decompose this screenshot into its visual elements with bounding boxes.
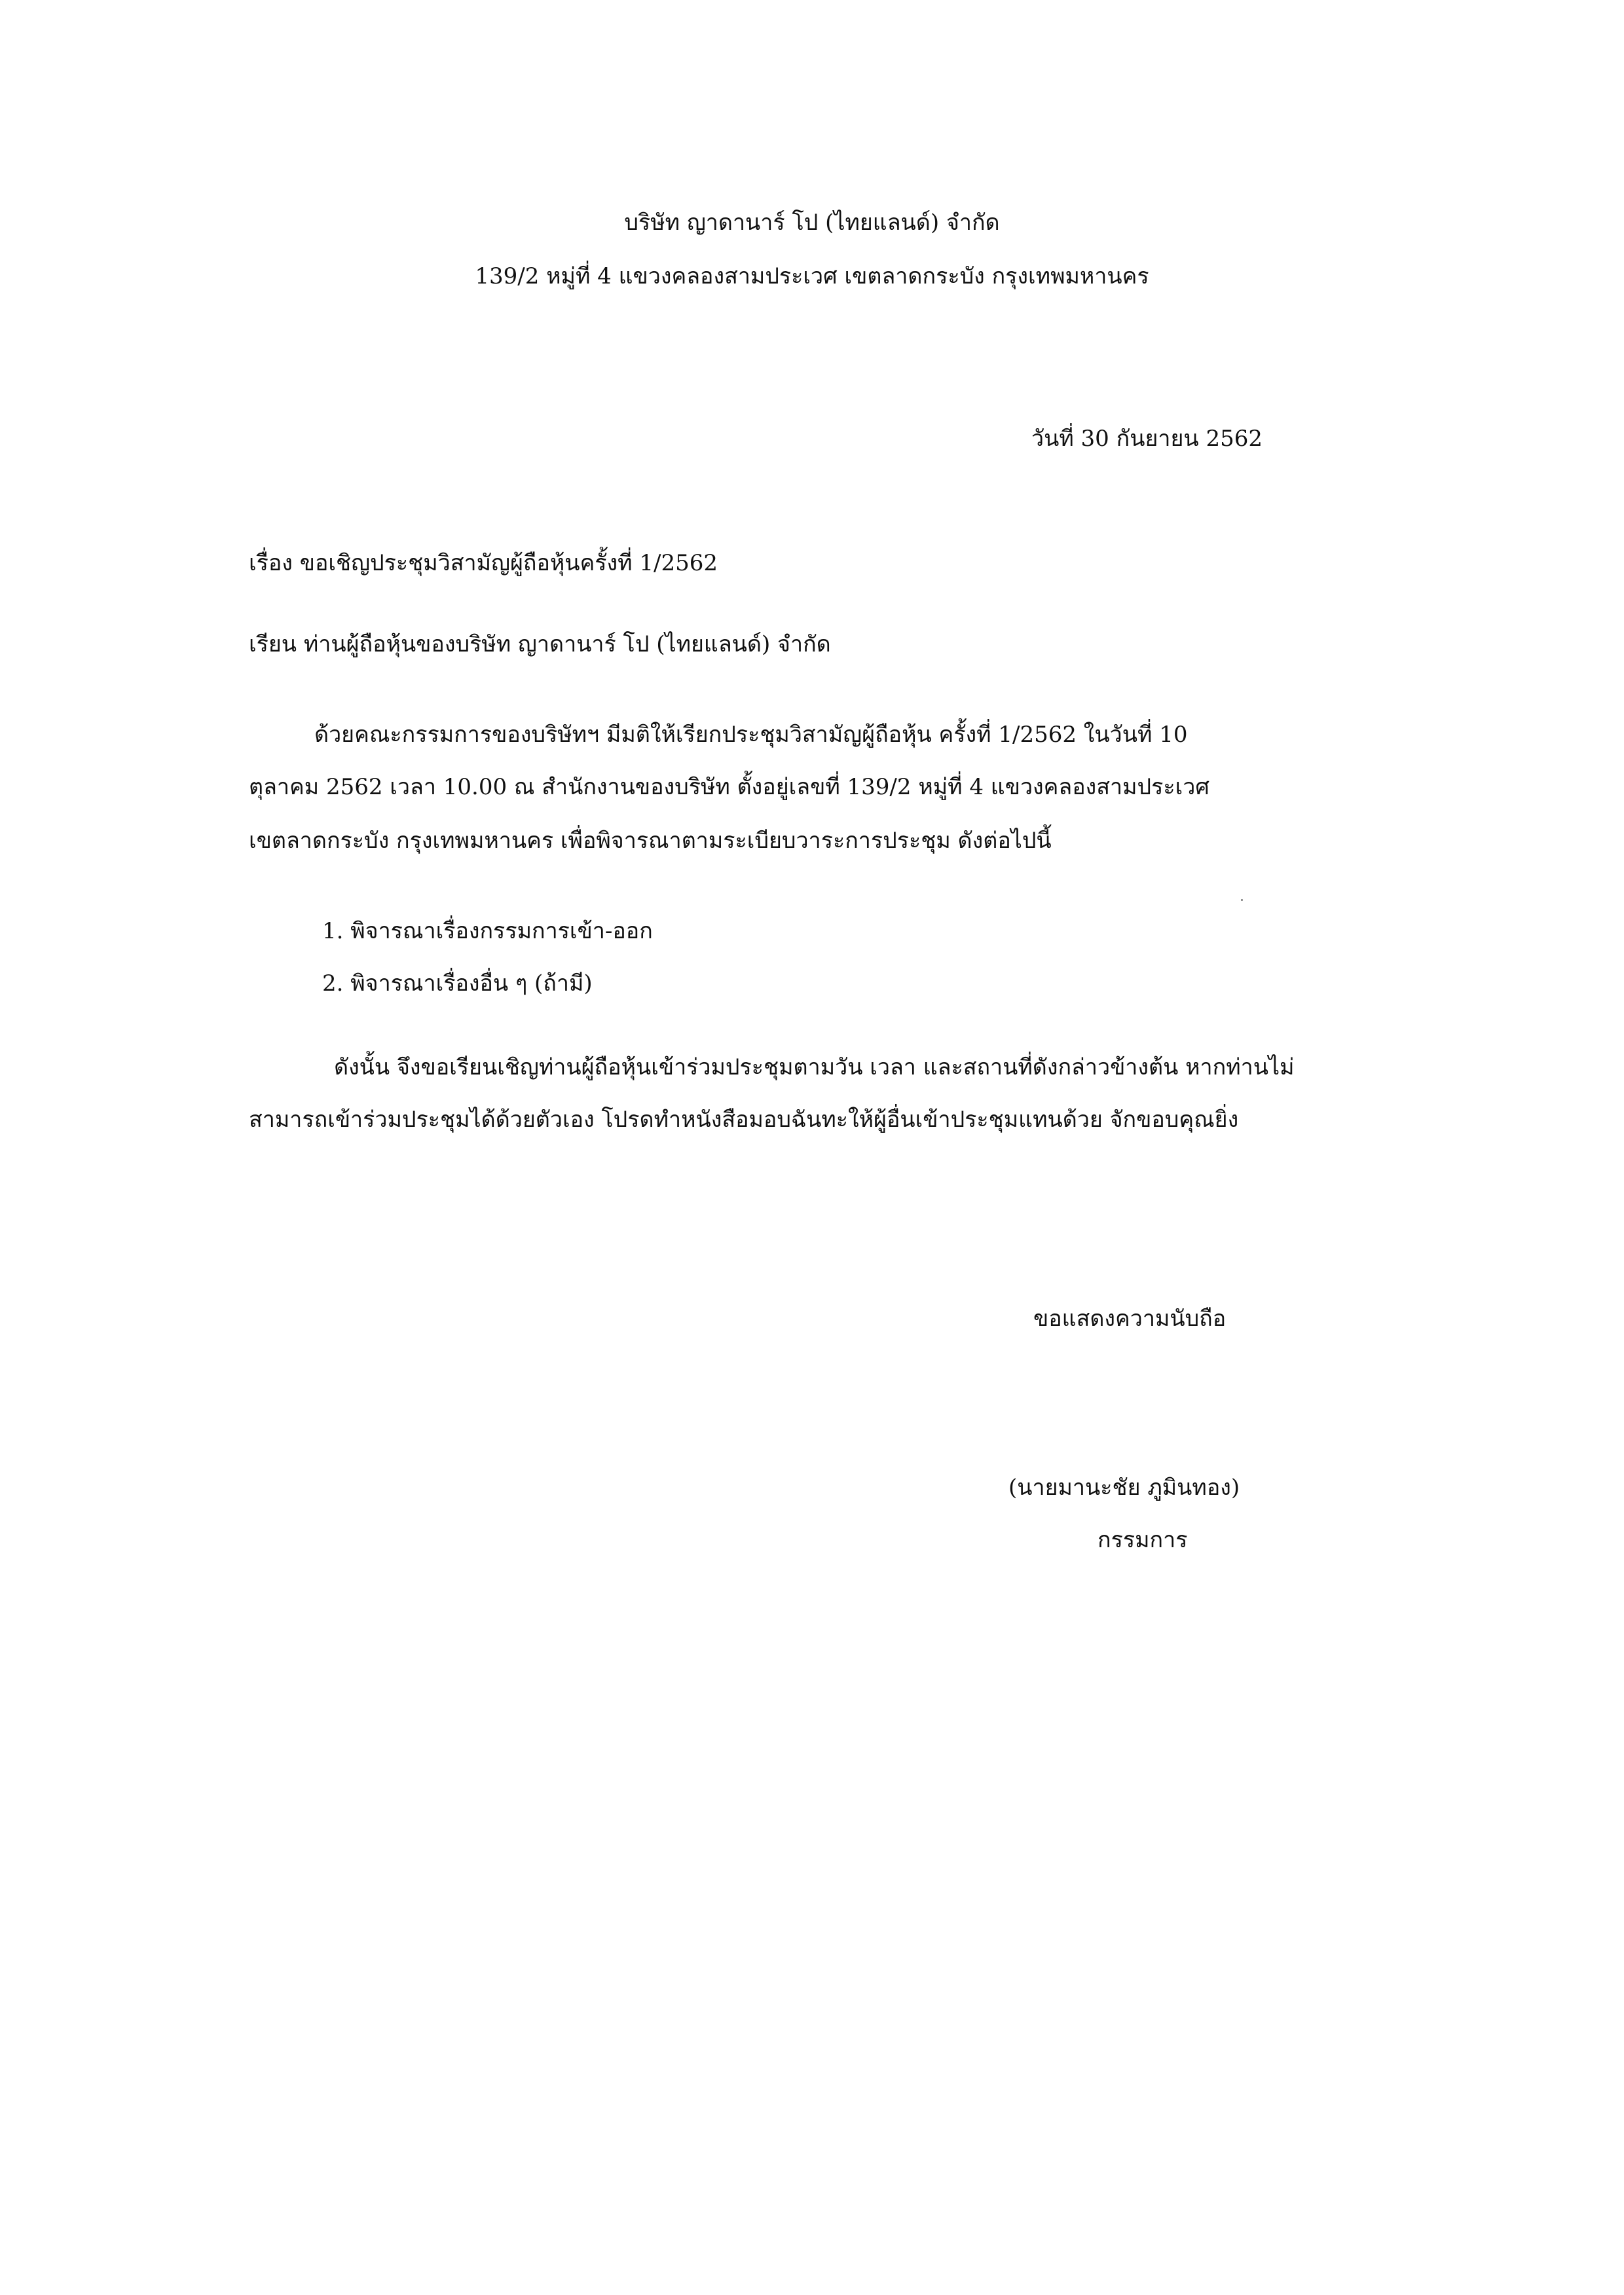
company-address: 139/2 หมู่ที่ 4 แขวงคลองสามประเวศ เขตลาดกระบัง กรุงเทพมหานคร xyxy=(475,263,1149,289)
letter-recipient: เรียน ท่านผู้ถือหุ้นของบริษัท ญาดานาร์ โป (ไทยแลนด์) จำกัด xyxy=(249,631,831,657)
body-paragraph-1-line-2: ตุลาคม 2562 เวลา 10.00 ณ สำนักงานของบริษัท ตั้งอยู่เลขที่ 139/2 หมู่ที่ 4 แขวงคลองสามประเวศ xyxy=(249,774,1209,800)
signatory-title: กรรมการ xyxy=(1098,1527,1188,1553)
body-paragraph-2-line-1: ดังนั้น จึงขอเรียนเชิญท่านผู้ถือหุ้นเข้าร่วมประชุมตามวัน เวลา และสถานที่ดังกล่าวข้างต้น หากท่านไม่ xyxy=(334,1054,1295,1080)
letter-date: วันที่ 30 กันยายน 2562 xyxy=(1031,426,1263,452)
signatory-name: (นายมานะชัย ภูมินทอง) xyxy=(1008,1475,1240,1501)
letter-subject: เรื่อง ขอเชิญประชุมวิสามัญผู้ถือหุ้นครั้งที่ 1/2562 xyxy=(249,550,718,576)
agenda-item-1: 1. พิจารณาเรื่องกรรมการเข้า-ออก xyxy=(322,918,653,944)
body-paragraph-2-line-2: สามารถเข้าร่วมประชุมได้ด้วยตัวเอง โปรดทำหนังสือมอบฉันทะให้ผู้อื่นเข้าประชุมแทนด้วย จักขอบคุณยิ่ง xyxy=(249,1107,1239,1133)
agenda-item-2: 2. พิจารณาเรื่องอื่น ๆ (ถ้ามี) xyxy=(322,970,593,997)
scan-speck xyxy=(1241,899,1243,901)
closing: ขอแสดงความนับถือ xyxy=(1033,1306,1227,1332)
company-name: บริษัท ญาดานาร์ โป (ไทยแลนด์) จำกัด xyxy=(624,210,1000,236)
body-paragraph-1-line-3: เขตลาดกระบัง กรุงเทพมหานคร เพื่อพิจารณาตามระเบียบวาระการประชุม ดังต่อไปนี้ xyxy=(249,828,1052,854)
body-paragraph-1-line-1: ด้วยคณะกรรมการของบริษัทฯ มีมติให้เรียกประชุมวิสามัญผู้ถือหุ้น ครั้งที่ 1/2562 ในวันที่ 10 xyxy=(314,722,1188,748)
